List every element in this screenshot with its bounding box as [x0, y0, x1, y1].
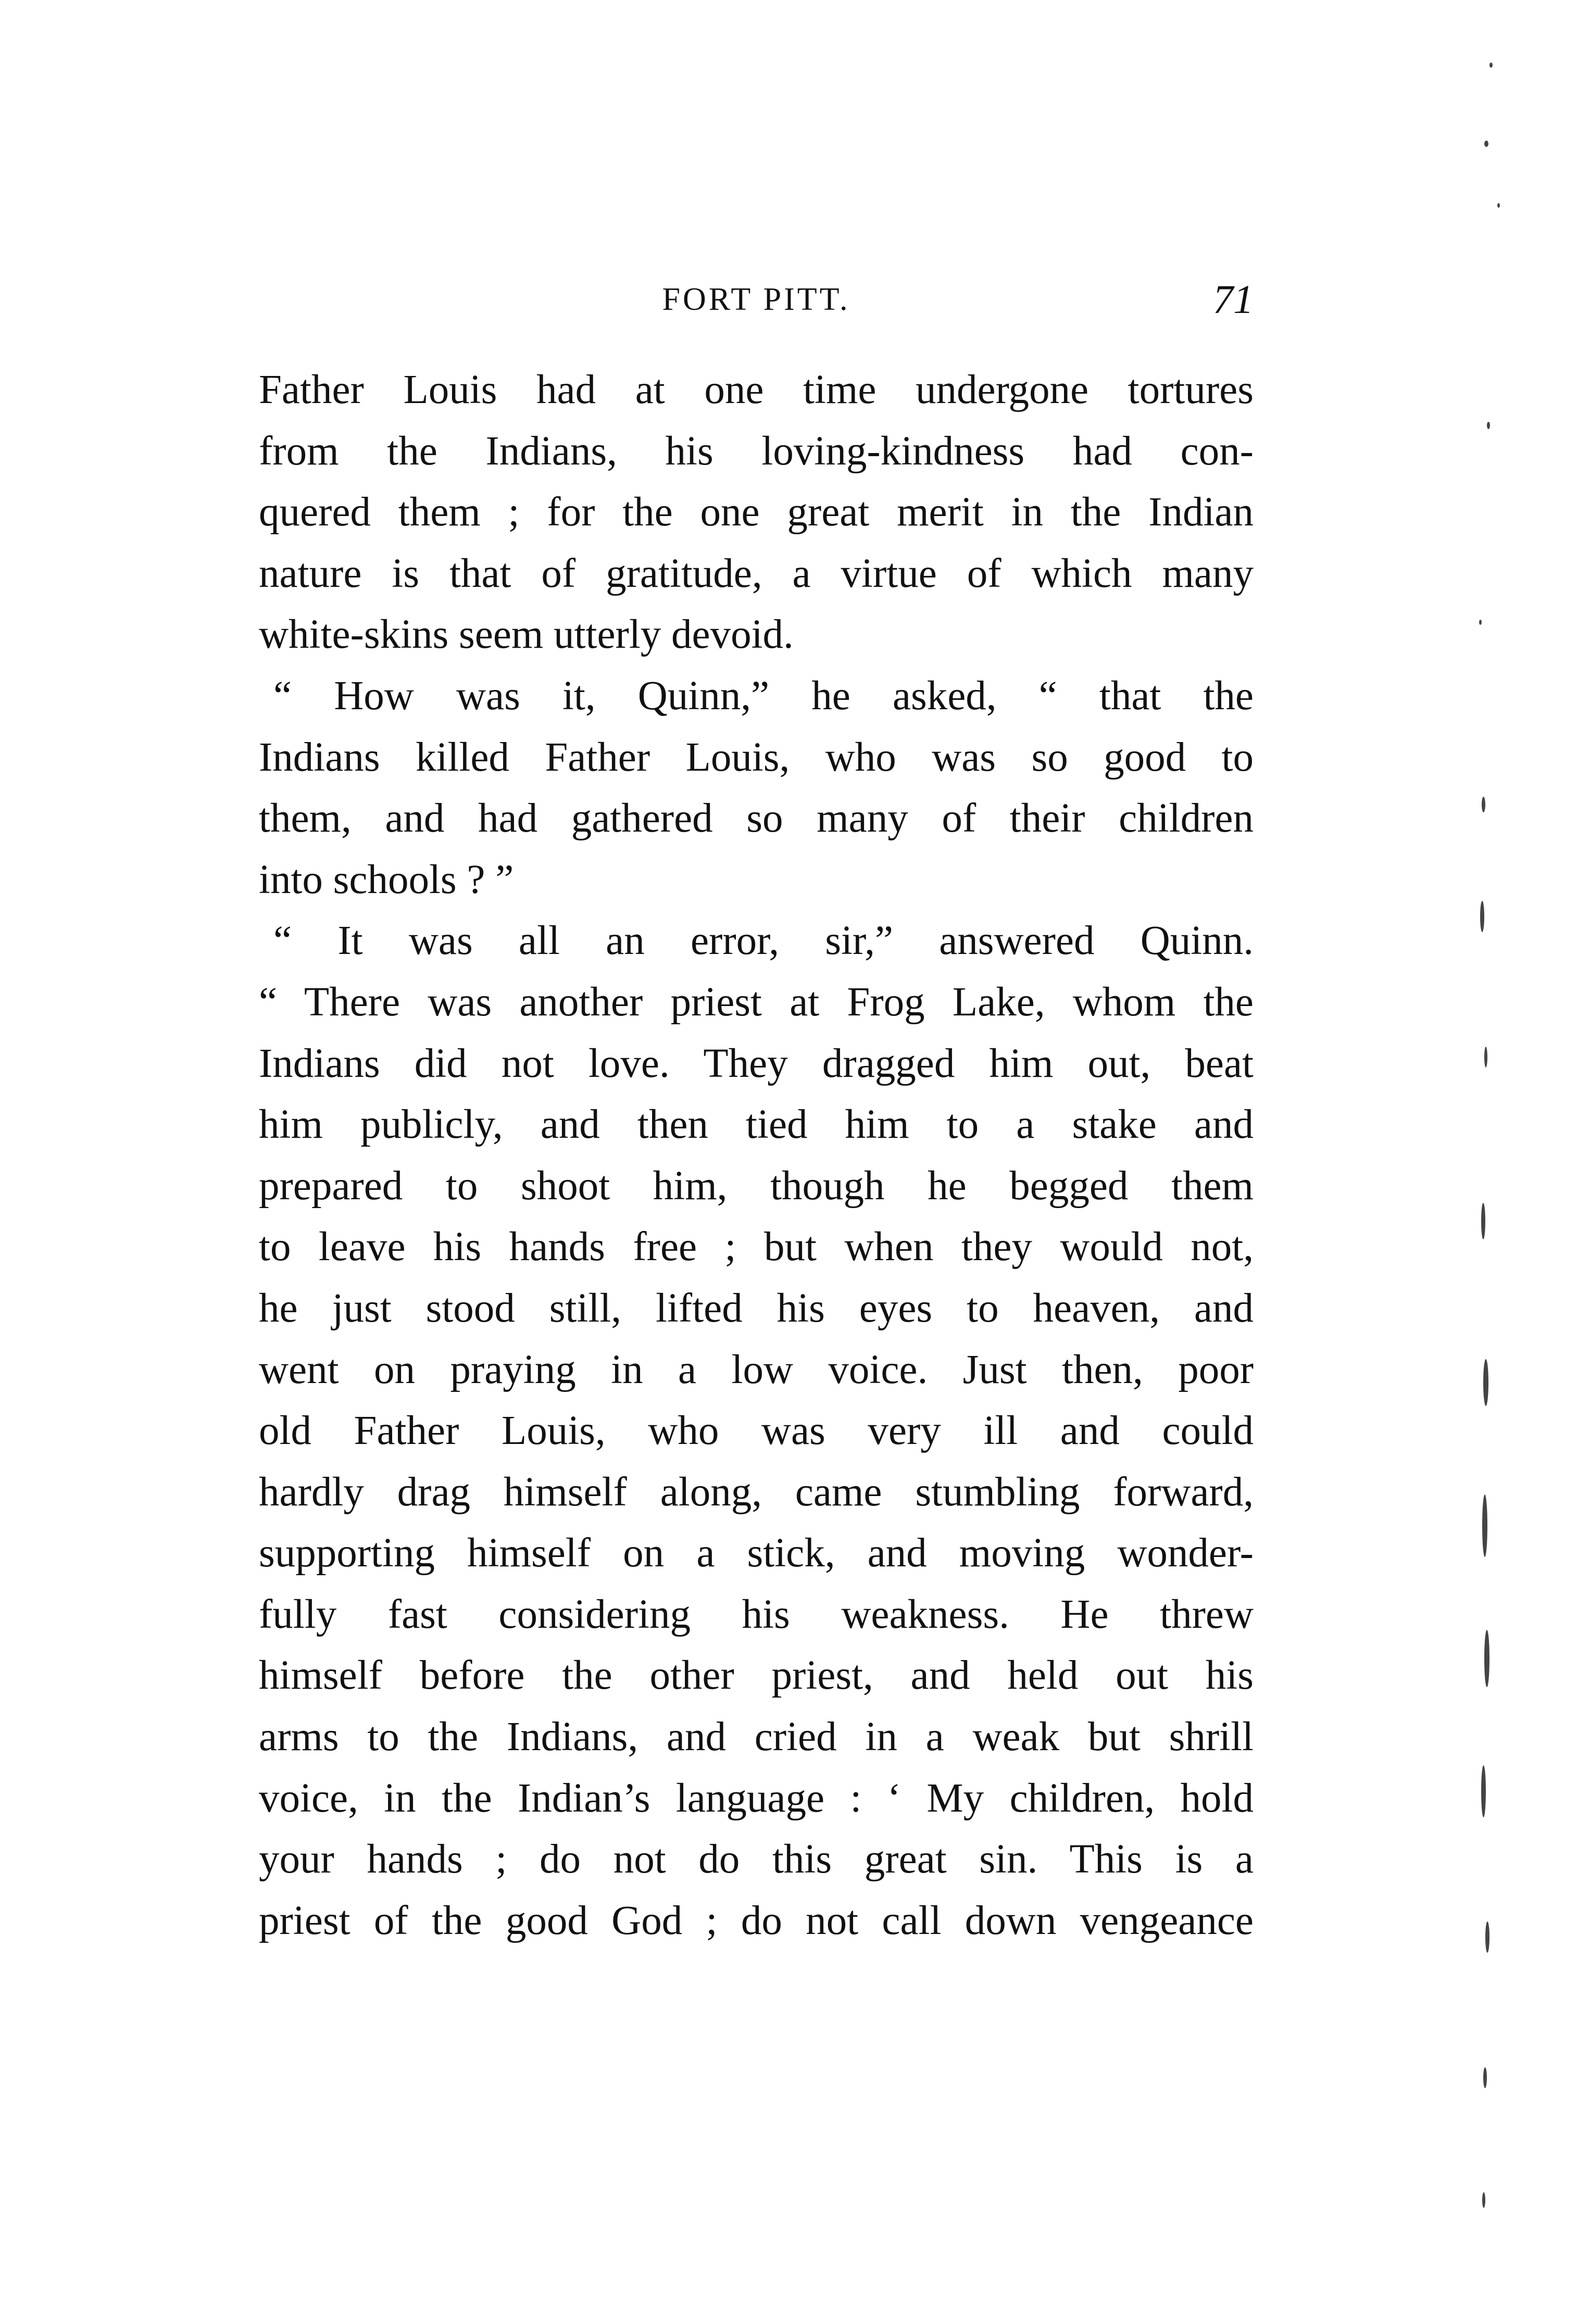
text-line: quered them ; for the one great merit in the Indian: [259, 489, 1254, 535]
text-line: went on praying in a low voice. Just then, poor: [259, 1347, 1254, 1392]
text-line: “ There was another priest at Frog Lake, whom the: [259, 979, 1254, 1025]
text-line: him publicly, and then tied him to a stake and: [259, 1102, 1254, 1148]
running-title: FORT PITT.: [662, 282, 850, 317]
text-line: old Father Louis, who was very ill and could: [259, 1408, 1254, 1454]
text-line: “ How was it, Quinn,” he asked, “ that the: [273, 673, 1254, 719]
text-line: arms to the Indians, and cried in a weak but shrill: [259, 1714, 1254, 1760]
text-line: nature is that of gratitude, a virtue of which many: [259, 550, 1254, 596]
scan-gutter-marks: [1469, 57, 1516, 2270]
text-line: them, and had gathered so many of their children: [259, 796, 1254, 841]
text-line: voice, in the Indian’s language : ‘ My children, hold: [259, 1775, 1254, 1821]
text-line: Father Louis had at one time undergone tortures: [259, 367, 1254, 412]
text-line: your hands ; do not do this great sin. This is a: [259, 1837, 1254, 1882]
text-line: fully fast considering his weakness. He threw: [259, 1591, 1254, 1637]
running-head: [259, 276, 1254, 323]
text-line: white-skins seem utterly devoid.: [259, 612, 794, 658]
text-line: Indians killed Father Louis, who was so good to: [259, 734, 1254, 780]
text-line: he just stood still, lifted his eyes to heaven, and: [259, 1285, 1254, 1331]
text-line: hardly drag himself along, came stumbling forward,: [259, 1469, 1254, 1515]
text-line: “ It was all an error, sir,” answered Quinn.: [273, 918, 1254, 964]
text-line: Indians did not love. They dragged him out, beat: [259, 1040, 1254, 1086]
text-line: prepared to shoot him, though he begged them: [259, 1163, 1254, 1209]
body-text: [259, 359, 1254, 1951]
text-line: himself before the other priest, and held out his: [259, 1653, 1254, 1699]
text-line: to leave his hands free ; but when they would not,: [259, 1224, 1254, 1270]
text-line: priest of the good God ; do not call down vengeance: [259, 1898, 1254, 1943]
page-number: 71: [1213, 277, 1254, 322]
text-line: from the Indians, his loving-kindness had con-: [259, 428, 1254, 474]
text-line: into schools ? ”: [259, 857, 514, 902]
text-line: supporting himself on a stick, and moving wonder-: [259, 1530, 1254, 1576]
